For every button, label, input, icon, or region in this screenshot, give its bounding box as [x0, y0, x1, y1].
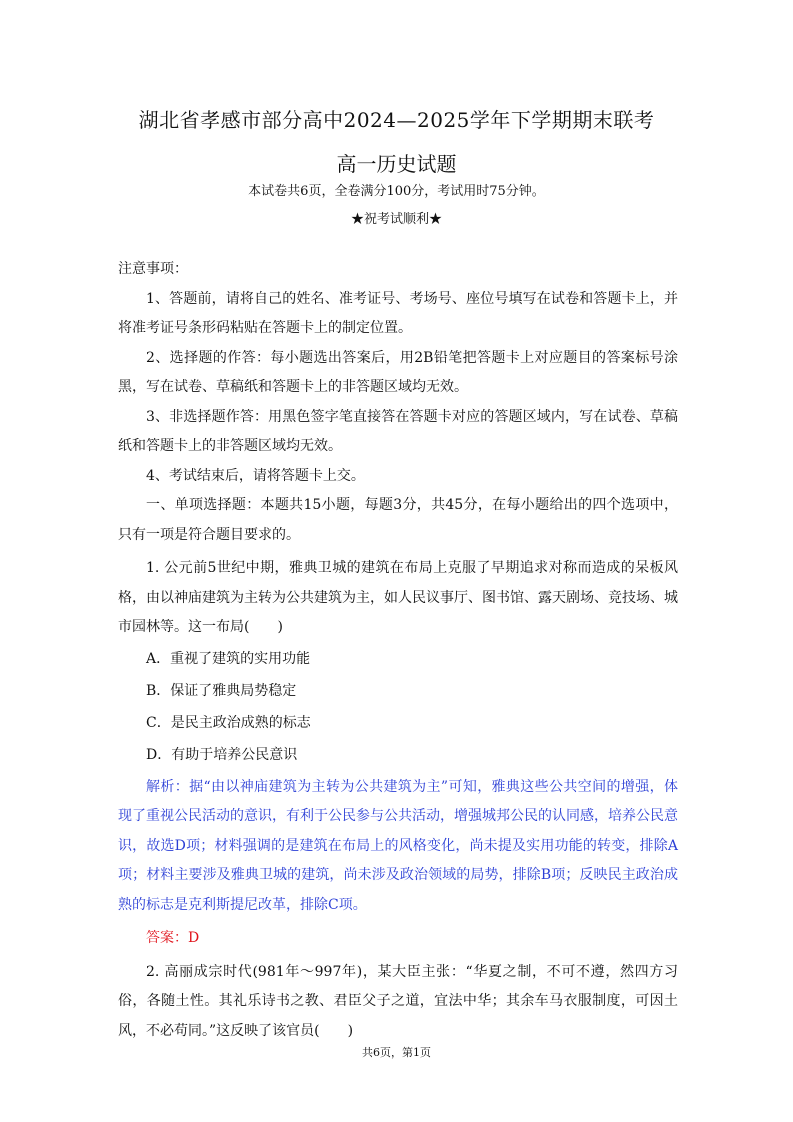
- question-1-answer: 答案：D: [146, 930, 200, 946]
- question-1-option-d: D．有助于培养公民意识: [146, 746, 298, 763]
- exam-info: 本试卷共6页，全卷满分100分，考试用时75分钟。: [248, 184, 545, 199]
- notice-item-4: 4、考试结束后，请将答题卡上交。: [146, 467, 365, 484]
- notice-heading: 注意事项：: [118, 261, 188, 277]
- question-2-stem: 2. 高丽成宗时代(981年～997年)，某大臣主张：“华夏之制，不可不遵，然四方习俗，各随土性。其礼乐诗书之教、君臣父子之道，宜法中华；其余车马衣服制度，可因土风，不必苟同。”这反映了该官员( ): [118, 963, 678, 1039]
- question-1-analysis: 解析：据“由以神庙建筑为主转为公共建筑为主”可知，雅典这些公共空间的增强，体现了重视公民活动的意识，有利于公民参与公共活动，增强城邦公民的认同感，培养公民意识，故选D项；材料强调的是建筑在布局上的风格变化，尚未提及实用功能的转变，排除A项；材料主要涉及雅典卫城的建筑，尚未涉及政治领域的局势，排除B项；反映民主政治成熟的标志是克利斯提尼改革，排除C项。: [118, 778, 678, 913]
- page-footer: 共6页，第1页: [362, 1046, 431, 1059]
- exam-wish: ★祝考试顺利★: [350, 212, 442, 227]
- exam-title: 湖北省孝感市部分高中2024—2025学年下学期期末联考: [138, 108, 655, 132]
- question-1-stem: 1. 公元前5世纪中期，雅典卫城的建筑在布局上克服了早期追求对称而造成的呆板风格，由以神庙建筑为主转为公共建筑为主，如人民议事厅、图书馆、露天剧场、竞技场、城市园林等。这一布局( ): [118, 560, 678, 635]
- question-1-option-c: C．是民主政治成熟的标志: [146, 714, 311, 731]
- question-1-option-a: A．重视了建筑的实用功能: [146, 650, 311, 667]
- section-heading: 一、单项选择题：本题共15小题，每题3分，共45分，在每小题给出的四个选项中，只有一项是符合题目要求的。: [118, 497, 678, 543]
- notice-item-3: 3、非选择题作答：用黑色签字笔直接答在答题卡对应的答题区域内，写在试卷、草稿纸和答题卡上的非答题区域均无效。: [118, 408, 678, 454]
- notice-item-2: 2、选择题的作答：每小题选出答案后，用2B铅笔把答题卡上对应题目的答案标号涂黑，写在试卷、草稿纸和答题卡上的非答题区域均无效。: [118, 349, 678, 395]
- question-1-option-b: B．保证了雅典局势稳定: [146, 682, 297, 699]
- exam-subtitle: 高一历史试题: [336, 152, 457, 176]
- notice-item-1: 1、答题前，请将自己的姓名、准考证号、考场号、座位号填写在试卷和答题卡上，并将准考证号条形码粘贴在答题卡上的制定位置。: [118, 290, 678, 336]
- exam-body: [118, 255, 678, 1046]
